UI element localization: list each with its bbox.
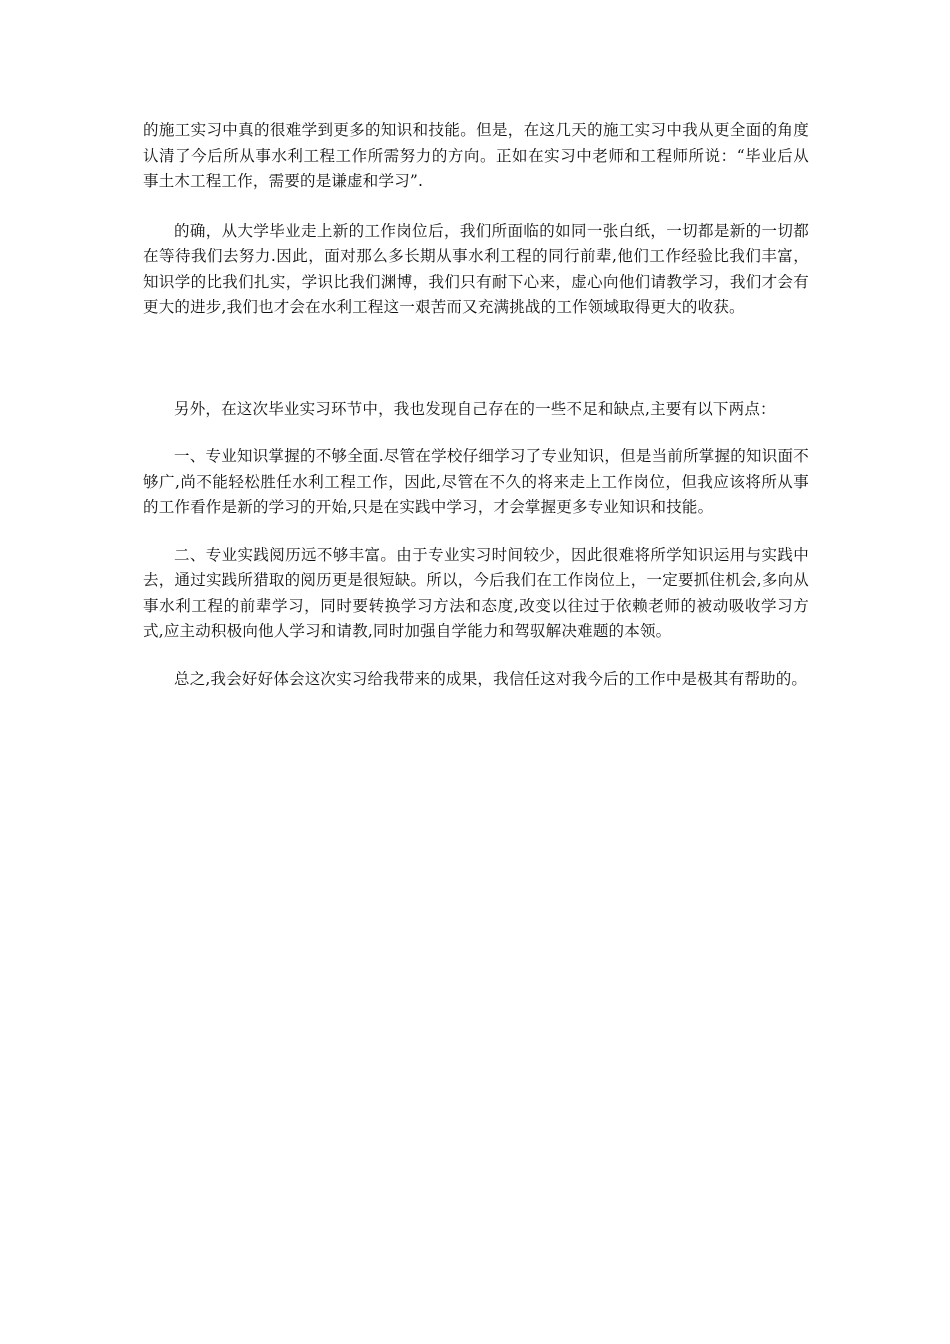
paragraph-shortcomings-intro: 另外，在这次毕业实习环节中，我也发现自己存在的一些不足和缺点,主要有以下两点： bbox=[174, 399, 776, 418]
document-page bbox=[143, 118, 809, 692]
paragraph-continuation: 的施工实习中真的很难学到更多的知识和技能。但是，在这几天的施工实习中我从更全面的角度认清了今后所从事水利工程工作所需努力的方向。正如在实习中老师和工程师所说：“毕业后从事土木工程工作，需要的是谦虚和学习”. bbox=[143, 121, 809, 190]
paragraph-point-one: 一、专业知识掌握的不够全面.尽管在学校仔细学习了专业知识，但是当前所掌握的知识面不够广,尚不能轻松胜任水利工程工作，因此,尽管在不久的将来走上工作岗位，但我应该将所从事的工作看作是新的学习的开始,只是在实践中学习，才会掌握更多专业知识和技能。 bbox=[143, 447, 809, 516]
paragraph-conclusion: 总之,我会好好体会这次实习给我带来的成果，我信任这对我今后的工作中是极其有帮助的。 bbox=[174, 669, 808, 688]
paragraph-humility: 的确，从大学毕业走上新的工作岗位后，我们所面临的如同一张白纸，一切都是新的一切都在等待我们去努力.因此，面对那么多长期从事水利工程的同行前辈,他们工作经验比我们丰富，知识学的比我们扎实，学识比我们渊博，我们只有耐下心来，虚心向他们请教学习，我们才会有更大的进步,我们也才会在水利工程这一艰苦而又充满挑战的工作领域取得更大的收获。 bbox=[143, 221, 809, 316]
paragraph-point-two: 二、专业实践阅历远不够丰富。由于专业实习时间较少，因此很难将所学知识运用与实践中去，通过实践所猎取的阅历更是很短缺。所以，今后我们在工作岗位上，一定要抓住机会,多向从事水利工程的前辈学习，同时要转换学习方法和态度,改变以往过于依赖老师的被动吸收学习方式,应主动积极向他人学习和请教,同时加强自学能力和驾驭解决难题的本领。 bbox=[143, 545, 809, 640]
